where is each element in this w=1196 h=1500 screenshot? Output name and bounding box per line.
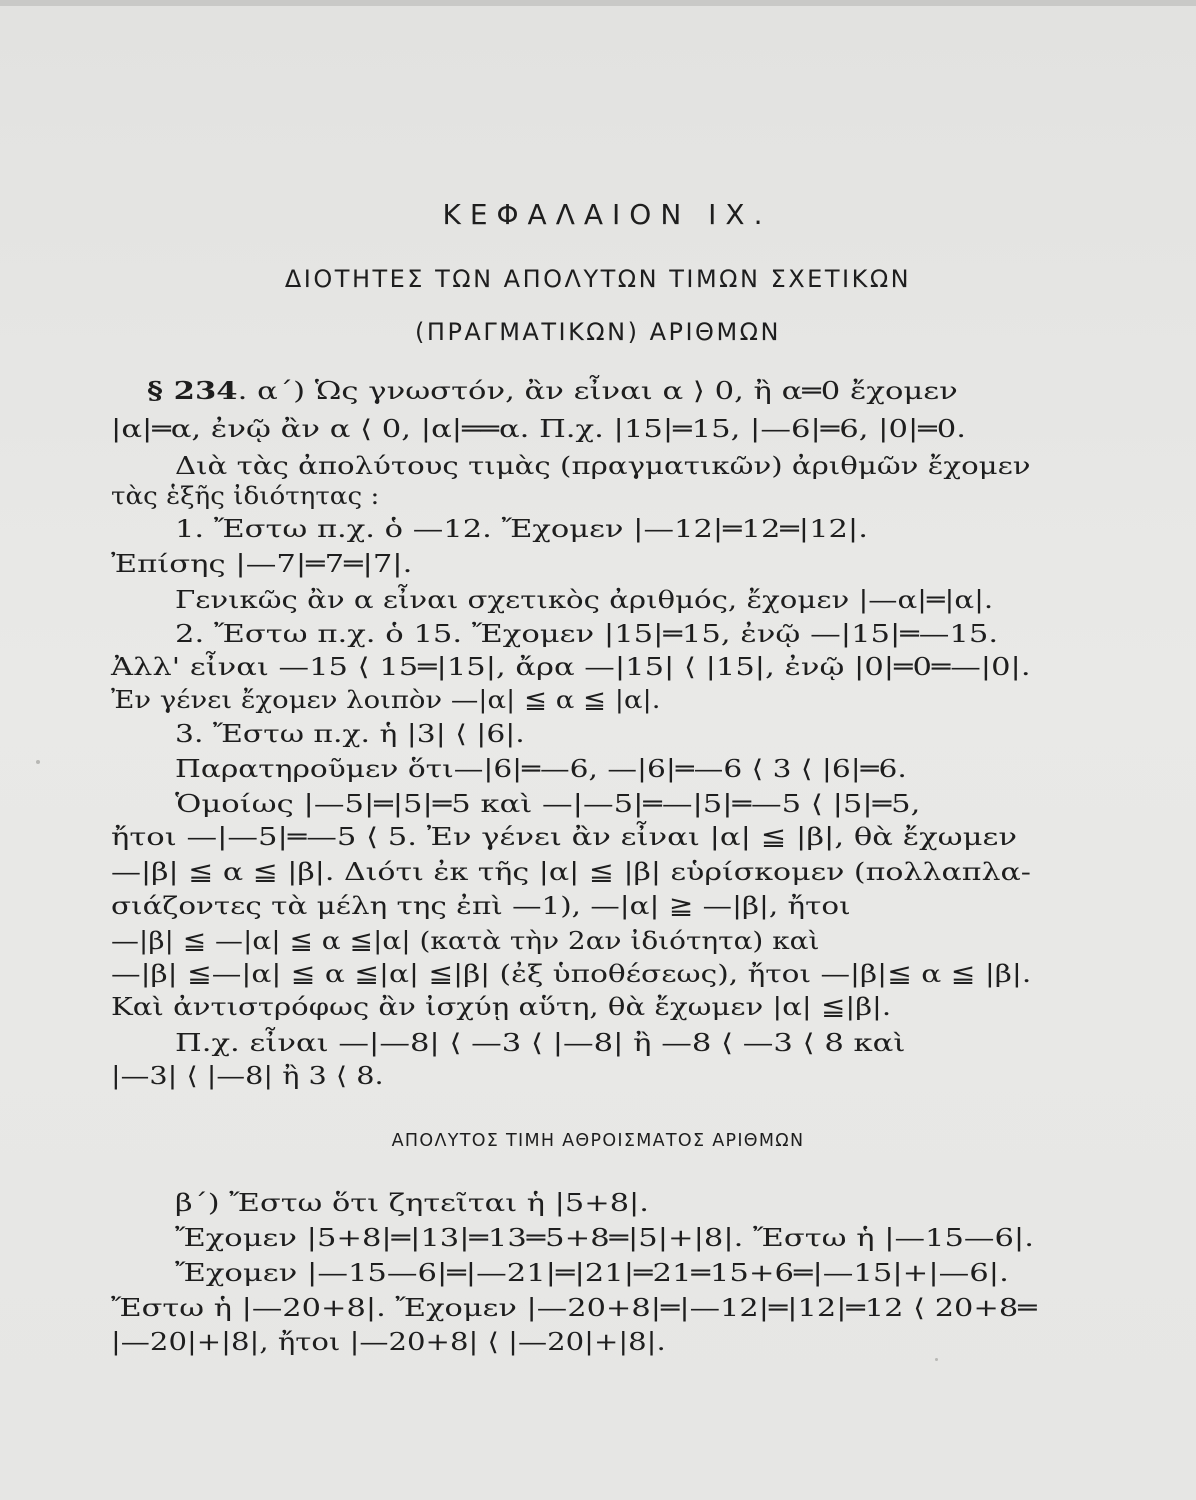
body-line: Ἀλλ' εἶναι —15 ⟨ 15═|15|, ἄρα —|15| ⟨ |15|, ἐνῷ |0|═0═—|0|.: [111, 652, 1031, 681]
body-line: 2. Ἔστω π.χ. ὁ 15. Ἔχομεν |15|═15, ἐνῷ —|15|═—15.: [175, 619, 999, 648]
page-top-edge: [0, 0, 1196, 6]
body-line: Ἐπίσης |—7|═7═|7|.: [111, 549, 413, 578]
chapter-title-line-2: (ΠΡΑΓΜΑΤΙΚΩΝ) ΑΡΙΘΜΩΝ: [415, 318, 781, 346]
body-line: Καὶ ἀντιστρόφως ἂν ἰσχύῃ αὕτη, θὰ ἔχωμεν |α| ≦|β|.: [111, 992, 892, 1021]
chapter-title-line-1: ΔΙΟΤΗΤΕΣ ΤΩΝ ΑΠΟΛΥΤΩΝ ΤΙΜΩΝ ΣΧΕΤΙΚΩΝ: [284, 265, 912, 293]
section-number: § 234: [147, 376, 238, 405]
body-line: τὰς ἑξῆς ἰδιότητας :: [111, 481, 380, 510]
section-first-line-text: . α΄) Ὡς γνωστόν, ἂν εἶναι α ⟩ 0, ἢ α═0 ἔχομεν: [237, 376, 958, 405]
body-line: Διὰ τὰς ἀπολύτους τιμὰς (πραγματικῶν) ἀριθμῶν ἔχομεν: [175, 451, 1031, 480]
body-line: Παρατηροῦμεν ὅτι—|6|═—6, —|6|═—6 ⟨ 3 ⟨ |6|═6.: [175, 754, 907, 783]
body-line: Γενικῶς ἂν α εἶναι σχετικὸς ἀριθμός, ἔχομεν |—α|═|α|.: [175, 585, 994, 614]
body-line: —|β| ≦ α ≦ |β|. Διότι ἐκ τῆς |α| ≦ |β| εὑρίσκομεν (πολλαπλα-: [111, 857, 1031, 886]
paper-speck: [36, 760, 40, 764]
body-line: ἤτοι —|—5|═—5 ⟨ 5. Ἐν γένει ἂν εἶναι |α| ≦ |β|, θὰ ἔχωμεν: [111, 822, 1018, 851]
body-line: Ἐν γένει ἔχομεν λοιπὸν —|α| ≦ α ≦ |α|.: [111, 685, 661, 714]
body-line: Ὁμοίως |—5|═|5|═5 καὶ —|—5|═—|5|═—5 ⟨ |5|═5,: [175, 789, 921, 818]
body-line: |—3| ⟨ |—8| ἢ 3 ⟨ 8.: [111, 1061, 384, 1090]
paper-speck: [935, 1358, 938, 1361]
body-line: Ἔχομεν |—15—6|═|—21|═|21|═21═15+6═|—15|+|—6|.: [175, 1258, 1009, 1287]
chapter-heading: ΚΕΦΑΛΑΙΟΝ ΙΧ.: [442, 198, 772, 231]
body-line: —|β| ≦—|α| ≦ α ≦|α| ≦|β| (ἐξ ὑποθέσεως), ἤτοι —|β|≦ α ≦ |β|.: [111, 959, 1032, 988]
body-line: |—20|+|8|, ἤτοι |—20+8| ⟨ |—20|+|8|.: [111, 1327, 666, 1356]
body-line: Π.χ. εἶναι —|—8| ⟨ —3 ⟨ |—8| ἢ —8 ⟨ —3 ⟨ 8 καὶ: [175, 1028, 906, 1057]
body-line: |α|═α, ἐνῷ ἂν α ⟨ 0, |α|══α. Π.χ. |15|═15, |—6|═6, |0|═0.: [111, 414, 966, 443]
body-line: σιάζοντες τὰ μέλη της ἐπὶ —1), —|α| ≧ —|β|, ἤτοι: [111, 891, 851, 920]
body-line: β΄) Ἔστω ὅτι ζητεῖται ἡ |5+8|.: [175, 1188, 649, 1217]
section-first-line: [147, 376, 958, 406]
body-line: —|β| ≦ —|α| ≦ α ≦|α| (κατὰ τὴν 2αν ἰδιότητα) καὶ: [111, 926, 820, 955]
body-line: 3. Ἔστω π.χ. ἡ |3| ⟨ |6|.: [175, 719, 525, 748]
body-line: Ἔχομεν |5+8|═|13|═13═5+8═|5|+|8|. Ἔστω ἡ |—15—6|.: [175, 1223, 1034, 1252]
subsection-heading: ΑΠΟΛΥΤΟΣ ΤΙΜΗ ΑΘΡΟΙΣΜΑΤΟΣ ΑΡΙΘΜΩΝ: [391, 1131, 805, 1151]
body-line: Ἔστω ἡ |—20+8|. Ἔχομεν |—20+8|═|—12|═|12|═12 ⟨ 20+8═: [111, 1293, 1037, 1322]
body-line: 1. Ἔστω π.χ. ὁ —12. Ἔχομεν |—12|═12═|12|.: [175, 514, 868, 543]
